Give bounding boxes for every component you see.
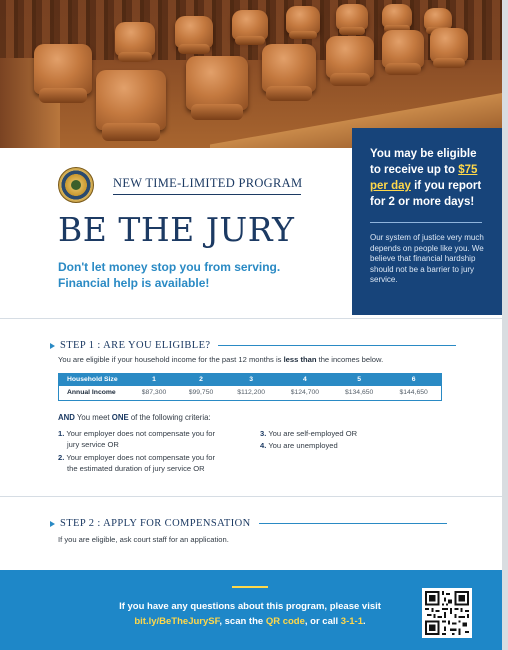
criteria-item-3: 3. You are self-employed OR — [260, 429, 358, 438]
criteria-item-2: 2. Your employer does not compensate you for the estimated duration of jury service OR — [58, 453, 216, 473]
criteria-intro: AND You meet ONE of the following criteria: — [58, 413, 211, 422]
amount-highlight: $75 — [458, 164, 478, 176]
step1-heading: STEP 1 : ARE YOU ELIGIBLE? — [50, 340, 456, 351]
step1-intro: You are eligible if your household income for the past 12 months is less than the incomes below. — [58, 355, 384, 364]
eligibility-headline: You may be eligible to receive up to $75 per day if you report for 2 or more days! — [370, 148, 482, 208]
page-title: BE THE JURY — [58, 210, 295, 249]
table-header-row: Household Size 1 2 3 4 5 6 — [59, 373, 442, 386]
phone-number[interactable]: 3-1-1 — [340, 616, 363, 627]
program-underline — [113, 194, 301, 195]
tagline: Don't let money stop you from serving. Financial help is available! — [58, 260, 281, 290]
page-edge — [502, 0, 508, 650]
per-day-highlight: per day — [370, 180, 411, 192]
criteria-item-1: 1. Your employer does not compensate you for jury service OR — [58, 429, 216, 449]
footer-contact-text: If you have any questions about this program, please visit bit.ly/BeTheJurySF, scan the QR code, or call 3-1-1. — [119, 601, 381, 627]
callout-divider — [370, 222, 482, 223]
income-table — [58, 373, 442, 401]
footer-accent-line — [232, 586, 268, 588]
step2-text: If you are eligible, ask court staff for an application. — [58, 535, 229, 544]
eligibility-callout — [352, 128, 502, 315]
step2-heading: STEP 2 : APPLY FOR COMPENSATION — [50, 518, 447, 529]
california-seal-icon — [58, 167, 94, 203]
section-divider — [0, 318, 502, 319]
table-row: Annual Income $87,300 $99,750 $112,200 $124,700 $134,650 $144,650 — [59, 386, 442, 400]
courtroom-jury-box-photo — [0, 0, 502, 148]
qr-code-icon[interactable] — [422, 588, 472, 638]
criteria-item-4: 4. You are unemployed — [260, 441, 338, 450]
program-link[interactable]: bit.ly/BeTheJurySF — [134, 616, 220, 627]
program-label: NEW TIME-LIMITED PROGRAM — [113, 176, 303, 190]
triangle-arrow-icon — [50, 521, 55, 527]
triangle-arrow-icon — [50, 343, 55, 349]
section-divider — [0, 496, 502, 497]
callout-body: Our system of justice very much depends on people like you. We believe that financial hardship should not be a barrier to jury service. — [370, 233, 484, 284]
